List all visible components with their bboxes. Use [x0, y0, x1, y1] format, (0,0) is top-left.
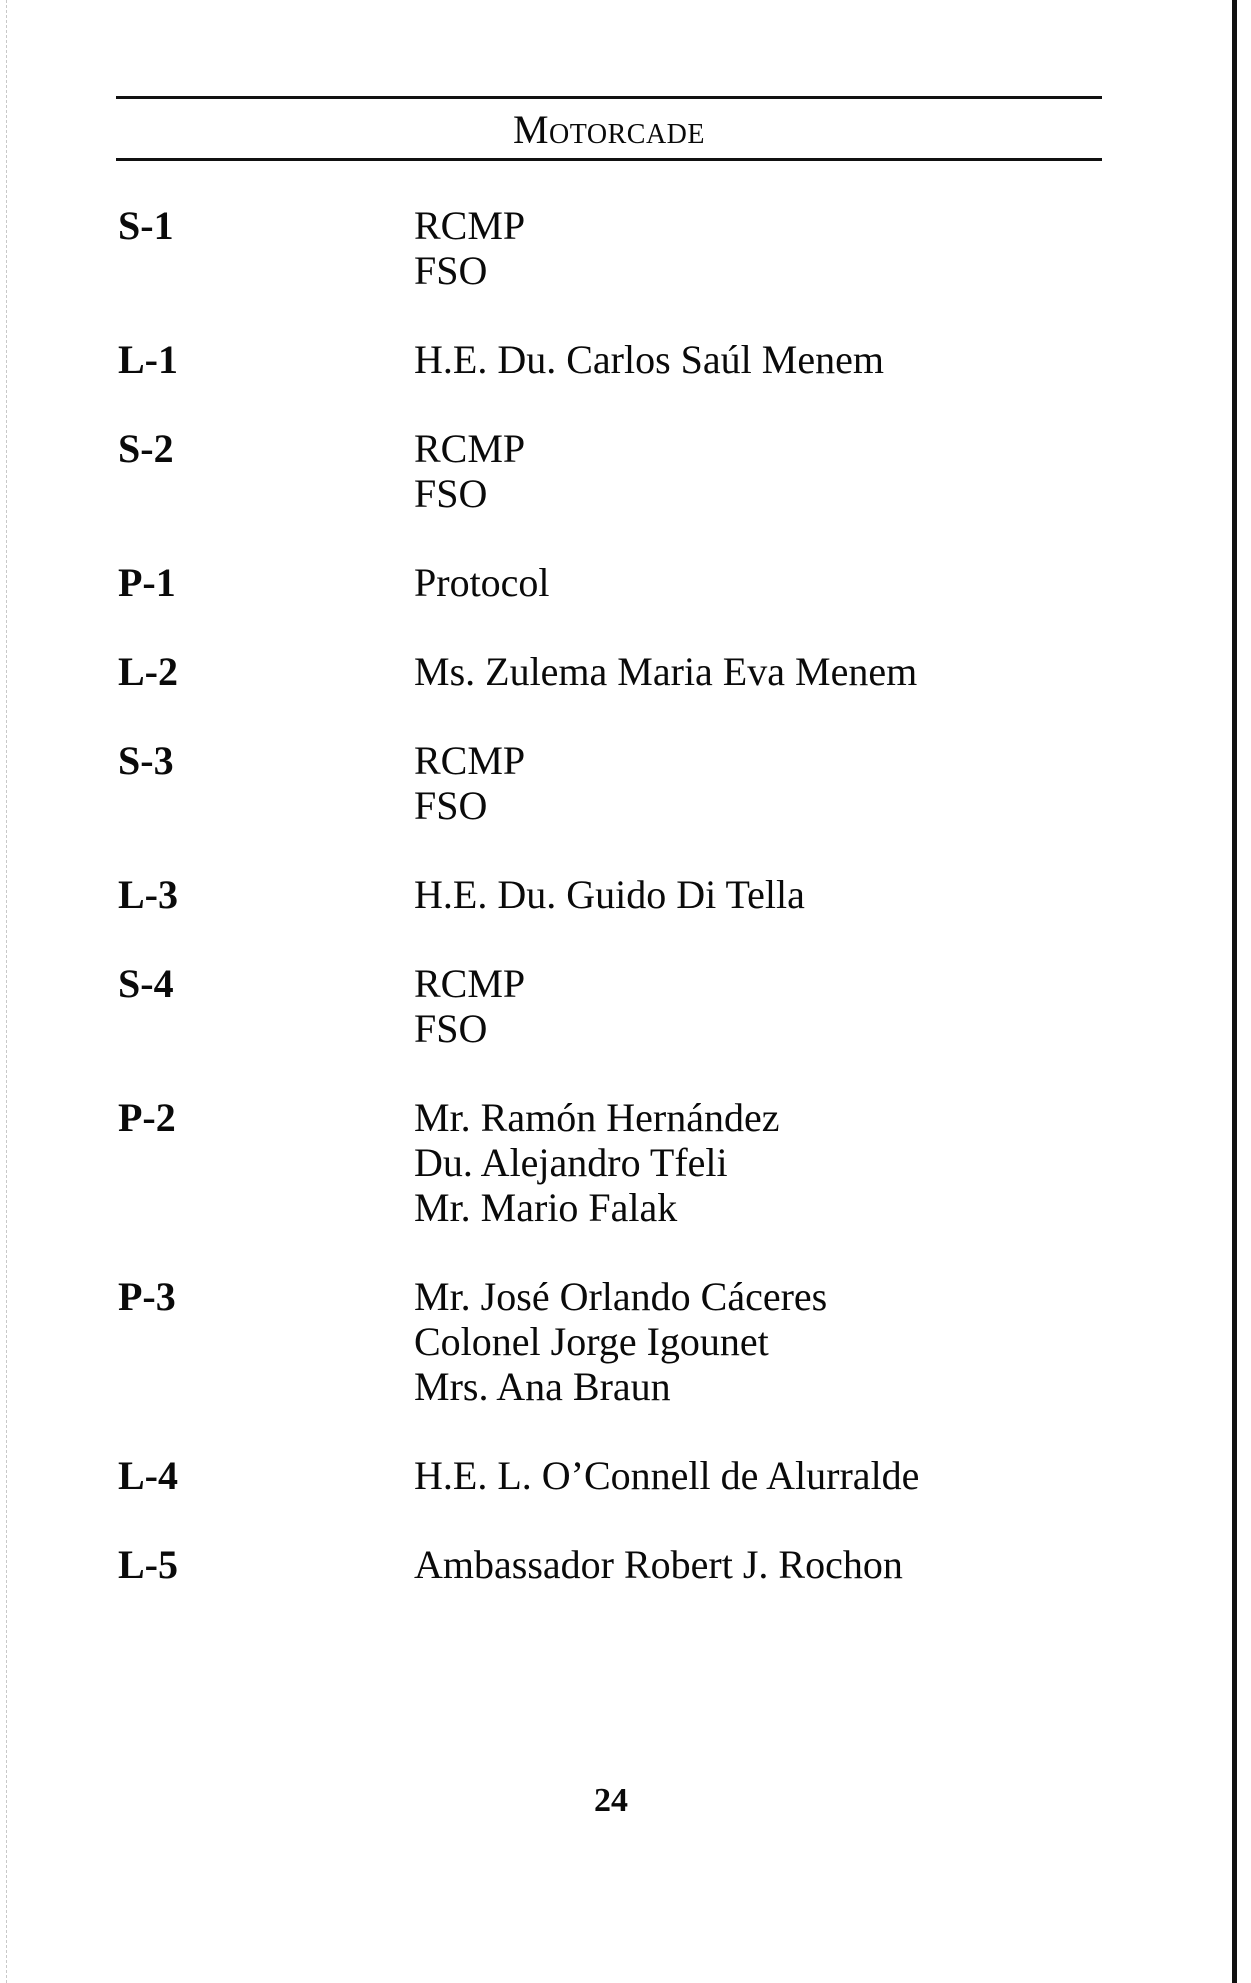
motorcade-entry: [118, 738, 1118, 828]
occupant-name: FSO: [414, 471, 488, 516]
vehicle-code: L-5: [118, 1542, 178, 1587]
motorcade-list: [118, 203, 1118, 1587]
occupant-name: Mr. Mario Falak: [414, 1185, 678, 1230]
page-left-edge: [6, 0, 7, 1983]
occupant-name: FSO: [414, 1006, 488, 1051]
vehicle-code: S-2: [118, 426, 174, 471]
vehicle-code: P-2: [118, 1095, 176, 1140]
occupant-list: [414, 1453, 1251, 1498]
motorcade-entry: [118, 1274, 1118, 1409]
occupant-name: Colonel Jorge Igounet: [414, 1319, 769, 1364]
occupant-name: Mrs. Ana Braun: [414, 1364, 671, 1409]
occupant-list: [414, 961, 1251, 1051]
occupant-name: FSO: [414, 248, 488, 293]
occupant-name: Ms. Zulema Maria Eva Menem: [414, 649, 918, 694]
occupant-name: Du. Alejandro Tfeli: [414, 1140, 728, 1185]
occupant-list: [414, 560, 1251, 605]
motorcade-entry: [118, 1542, 1118, 1587]
occupant-name: H.E. L. O’Connell de Alurralde: [414, 1453, 920, 1498]
vehicle-code: L-2: [118, 649, 178, 694]
occupant-list: [414, 649, 1251, 694]
motorcade-entry: [118, 1453, 1118, 1498]
vehicle-code: S-4: [118, 961, 174, 1006]
occupant-name: Ambassador Robert J. Rochon: [414, 1542, 903, 1587]
occupant-name: Mr. Ramón Hernández: [414, 1095, 780, 1140]
vehicle-code: L-4: [118, 1453, 178, 1498]
motorcade-entry: [118, 872, 1118, 917]
occupant-list: [414, 203, 1251, 293]
heading-bottom-rule: [116, 158, 1102, 161]
occupant-name: H.E. Du. Carlos Saúl Menem: [414, 337, 884, 382]
vehicle-code: S-3: [118, 738, 174, 783]
occupant-name: RCMP: [414, 738, 526, 783]
motorcade-entry: [118, 203, 1118, 293]
page-number: 24: [594, 1782, 628, 1819]
motorcade-entry: [118, 1095, 1118, 1230]
occupant-name: H.E. Du. Guido Di Tella: [414, 872, 805, 917]
occupant-name: Mr. José Orlando Cáceres: [414, 1274, 828, 1319]
motorcade-entry: [118, 961, 1118, 1051]
vehicle-code: P-3: [118, 1274, 176, 1319]
occupant-name: RCMP: [414, 426, 526, 471]
occupant-list: [414, 738, 1251, 828]
occupant-name: RCMP: [414, 961, 526, 1006]
heading-top-rule: [116, 96, 1102, 99]
vehicle-code: L-3: [118, 872, 178, 917]
occupant-name: FSO: [414, 783, 488, 828]
occupant-list: [414, 1274, 1251, 1409]
motorcade-entry: [118, 426, 1118, 516]
vehicle-code: P-1: [118, 560, 176, 605]
motorcade-entry: [118, 337, 1118, 382]
occupant-list: [414, 337, 1251, 382]
occupant-name: Protocol: [414, 560, 550, 605]
occupant-list: [414, 1095, 1251, 1230]
occupant-list: [414, 1542, 1251, 1587]
vehicle-code: S-1: [118, 203, 174, 248]
vehicle-code: L-1: [118, 337, 178, 382]
motorcade-entry: [118, 560, 1118, 605]
occupant-name: RCMP: [414, 203, 526, 248]
occupant-list: [414, 872, 1251, 917]
occupant-list: [414, 426, 1251, 516]
section-heading: Motorcade: [512, 107, 705, 152]
motorcade-entry: [118, 649, 1118, 694]
